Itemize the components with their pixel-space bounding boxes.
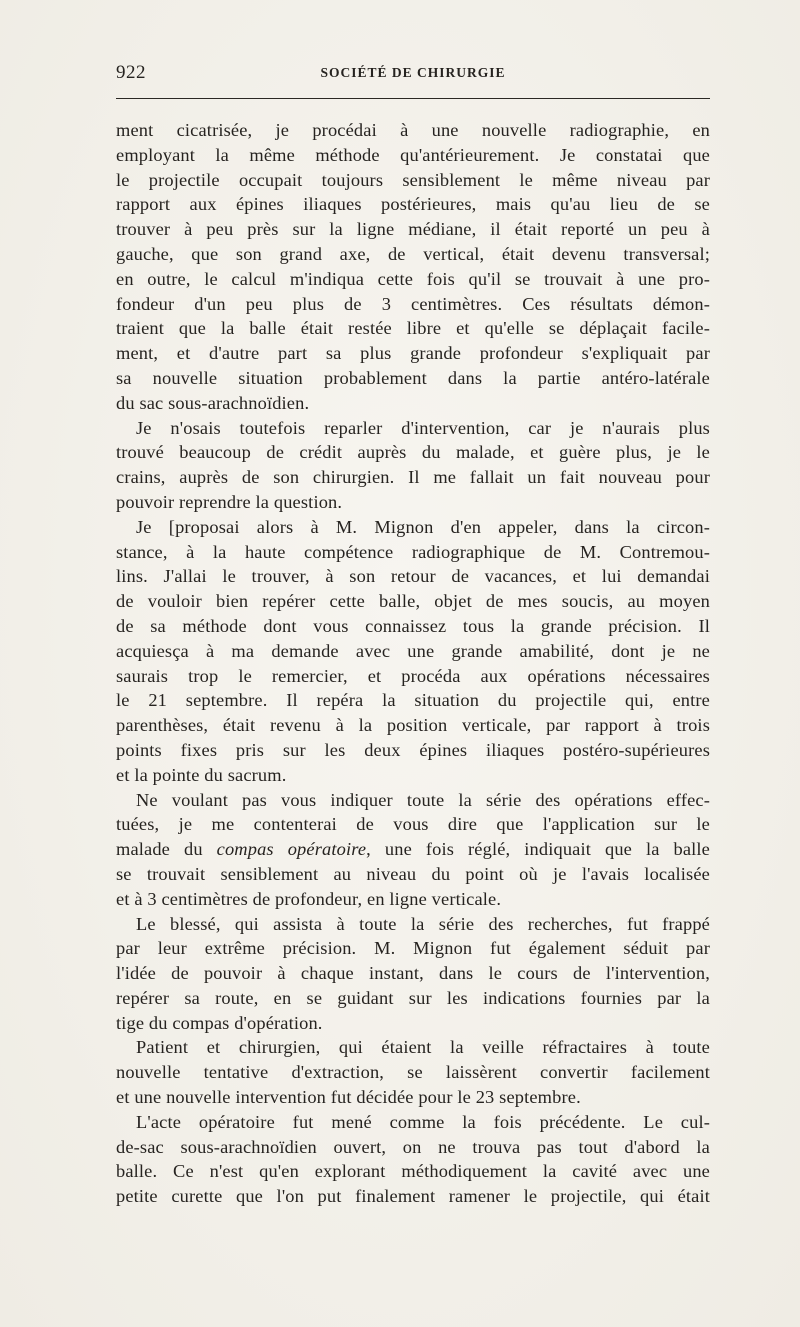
text-line: l'idée de pouvoir à chaque instant, dans le cours de l'intervention, [116,963,710,984]
header-divider [116,98,710,99]
text-line: et une nouvelle intervention fut décidée pour le 23 septembre. [116,1087,581,1108]
paragraph [116,788,710,912]
text-line: et à 3 centimètres de profondeur, en ligne verticale. [116,888,502,909]
paragraph [116,1035,710,1109]
paragraph [116,118,710,416]
text-line: employant la même méthode qu'antérieurement. Je constatai que [116,144,710,165]
text-line: se trouvait sensiblement au niveau du point où je l'avais localisée [116,863,710,884]
text-line: le projectile occupait toujours sensiblement le même niveau par [116,169,710,190]
text-line: gauche, que son grand axe, de vertical, était devenu transversal; [116,243,710,264]
text-line: stance, à la haute compétence radiographique de M. Contremou- [116,541,710,562]
text-line: ment cicatrisée, je procédai à une nouvelle radiographie, en [116,120,710,140]
text-line: balle. Ce n'est qu'en explorant méthodiquement la cavité avec une [116,1161,710,1182]
text-line: petite curette que l'on put finalement ramener le projectile, qui était [116,1186,710,1207]
text-line: de vouloir bien repérer cette balle, objet de mes soucis, au moyen [116,591,710,612]
text-line: trouvé beaucoup de crédit auprès du malade, et guère plus, je le [116,442,710,463]
text-line: lins. J'allai le trouver, à son retour de vacances, et lui demandai [116,566,710,587]
paragraph [116,416,710,515]
text-line: Je [proposai alors à M. Mignon d'en appeler, dans la circon- [136,516,710,537]
text-line: tige du compas d'opération. [116,1012,323,1033]
text-line: repérer sa route, en se guidant sur les indications fournies par la [116,987,710,1008]
text-line: Je n'osais toutefois reparler d'intervention, car je n'aurais plus [136,417,710,438]
text-line: fondeur d'un peu plus de 3 centimètres. Ces résultats démon- [116,293,710,314]
text-line: crains, auprès de son chirurgien. Il me fallait un fait nouveau pour [116,467,710,488]
text-line: par leur extrême précision. M. Mignon fut également séduit par [116,938,710,959]
header-title: SOCIÉTÉ DE CHIRURGIE [320,65,506,80]
text-line: L'acte opératoire fut mené comme la fois précédente. Le cul- [136,1111,710,1132]
paragraph [116,1110,710,1209]
paragraph [116,912,710,1036]
running-header [116,62,710,96]
text-line: et la pointe du sacrum. [116,764,287,785]
text-line: sa nouvelle situation probablement dans la partie antéro-latérale [116,367,710,388]
page-number: 922 [116,62,146,83]
text-line: nouvelle tentative d'extraction, se laissèrent convertir facilement [116,1062,710,1083]
text-line: rapport aux épines iliaques postérieures, mais qu'au lieu de se [116,194,710,215]
text-line: traient que la balle était restée libre et qu'elle se déplaçait facile- [116,318,710,339]
text-line: saurais trop le remercier, et procéda aux opérations nécessaires [116,665,710,686]
body-text [116,118,710,1209]
text-line: de-sac sous-arachnoïdien ouvert, on ne trouva pas tout d'abord la [116,1136,710,1157]
text-line: de sa méthode dont vous connaissez tous la grande précision. Il [116,615,710,636]
text-line: points fixes pris sur les deux épines iliaques postéro-supérieures [116,739,710,760]
text-line: Le blessé, qui assista à toute la série des recherches, fut frappé [136,913,710,934]
paragraph [116,515,710,788]
text-line: malade du compas opératoire, une fois réglé, indiquait que la balle [116,839,710,860]
text-line: en outre, le calcul m'indiqua cette fois qu'il se trouvait à une pro- [116,268,710,289]
text-line: Ne voulant pas vous indiquer toute la série des opérations effec- [136,789,710,810]
text-line: du sac sous-arachnoïdien. [116,392,310,413]
text-line: tuées, je me contenterai de vous dire que l'application sur le [116,814,710,835]
text-line: Patient et chirurgien, qui étaient la veille réfractaires à toute [136,1037,710,1058]
text-line: parenthèses, était revenu à la position verticale, par rapport à trois [116,715,710,736]
text-line: acquiesça à ma demande avec une grande amabilité, dont je ne [116,640,710,661]
text-line: ment, et d'autre part sa plus grande profondeur s'expliquait par [116,343,710,364]
italic-term: compas opératoire [216,839,367,860]
text-line: pouvoir reprendre la question. [116,491,343,512]
text-line: le 21 septembre. Il repéra la situation du projectile qui, entre [116,690,710,711]
text-line: trouver à peu près sur la ligne médiane, il était reporté un peu à [116,219,710,240]
